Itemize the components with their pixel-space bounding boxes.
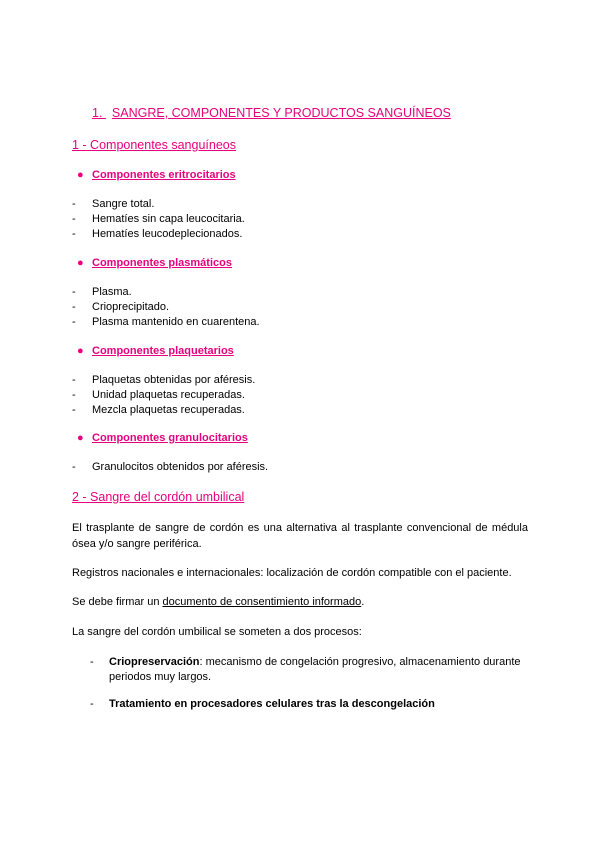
process-term: Tratamiento en procesadores celulares tras la descongelación — [109, 698, 435, 710]
paragraph-consentimiento: Se debe firmar un documento de consentimiento informado. — [72, 596, 365, 608]
dash-icon: - — [72, 301, 76, 313]
dash-icon: - — [72, 404, 76, 416]
list-item: - Plasma mantenido en cuarentena. — [72, 316, 260, 328]
dash-icon: - — [72, 228, 76, 240]
consent-document-link[interactable]: documento de consentimiento informado — [162, 596, 362, 608]
group-heading-granulocitarios: ● Componentes granulocitarios — [77, 432, 248, 444]
process-item-criopreservacion — [90, 655, 529, 685]
list-item: - Plasma. — [72, 286, 132, 298]
group-heading-plasmaticos: ● Componentes plasmáticos — [77, 257, 232, 269]
dash-icon: - — [72, 316, 76, 328]
group-heading-eritrocitarios: ● Componentes eritrocitarios — [77, 169, 236, 181]
title-text: SANGRE, COMPONENTES Y PRODUCTOS SANGUÍNEOS — [111, 106, 451, 120]
list-item: - Plaquetas obtenidas por aféresis. — [72, 374, 256, 386]
dash-icon: - — [90, 698, 94, 710]
dash-icon: - — [72, 286, 76, 298]
paragraph-procesos: La sangre del cordón umbilical se someten a dos procesos: — [72, 626, 362, 638]
group-heading-plaquetarios: ● Componentes plaquetarios — [77, 345, 234, 357]
list-item: - Hematíes sin capa leucocitaria. — [72, 213, 245, 225]
bullet-icon: ● — [77, 432, 84, 444]
list-item: - Unidad plaquetas recuperadas. — [72, 389, 245, 401]
dash-icon: - — [72, 198, 76, 210]
process-desc: : mecanismo de congelación progresivo, almacenamiento durante periodos muy largos. — [109, 656, 521, 683]
section1-heading: 1 - Componentes sanguíneos — [72, 138, 236, 152]
section2-heading: 2 - Sangre del cordón umbilical — [72, 490, 245, 504]
title-number: 1. — [92, 106, 103, 120]
bullet-icon: ● — [77, 169, 84, 181]
process-item-tratamiento — [90, 697, 529, 712]
list-item: - Granulocitos obtenidos por aféresis. — [72, 461, 269, 473]
list-item: - Crioprecipitado. — [72, 301, 170, 313]
dash-icon: - — [90, 656, 94, 668]
paragraph-trasplante: El trasplante de sangre de cordón es una alternativa al trasplante convencional de médula ósea y/o sangre periférica. — [72, 522, 528, 550]
document-title — [92, 106, 451, 120]
dash-icon: - — [72, 389, 76, 401]
paragraph-registros: Registros nacionales e internacionales: localización de cordón compatible con el paciente. — [72, 567, 512, 579]
dash-icon: - — [72, 374, 76, 386]
list-item: - Mezcla plaquetas recuperadas. — [72, 404, 245, 416]
dash-icon: - — [72, 213, 76, 225]
list-item: - Sangre total. — [72, 198, 155, 210]
bullet-icon: ● — [77, 345, 84, 357]
list-item: - Hematíes leucodeplecionados. — [72, 228, 243, 240]
process-term: Criopreservación — [109, 656, 200, 668]
bullet-icon: ● — [77, 257, 84, 269]
dash-icon: - — [72, 461, 76, 473]
